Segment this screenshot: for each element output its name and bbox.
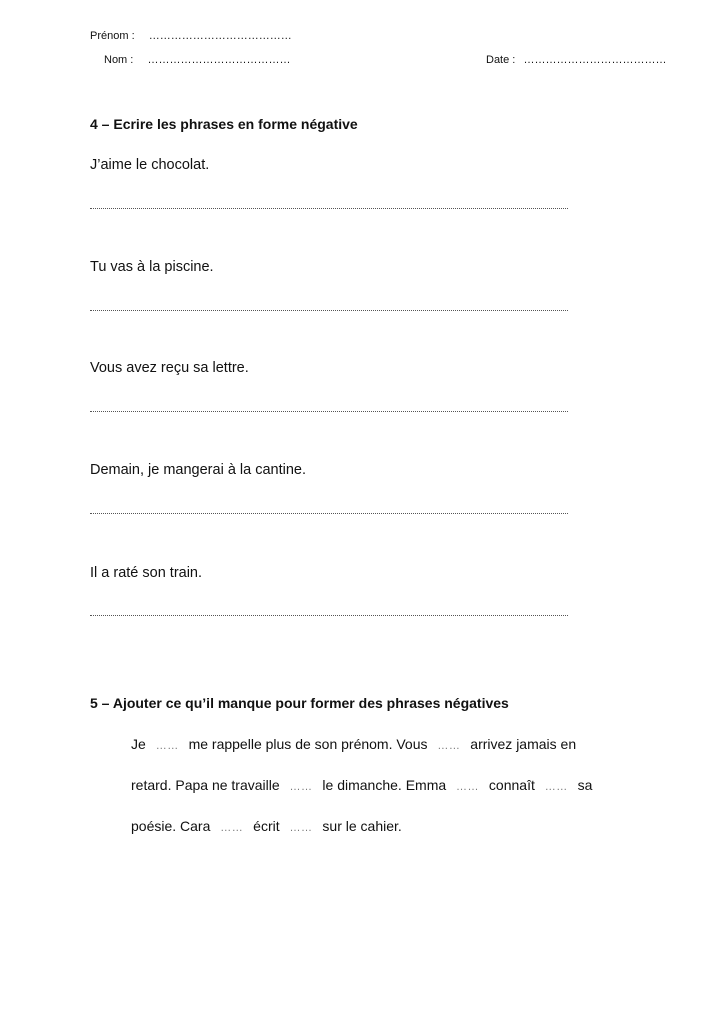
- exercise-5-title: 5 – Ajouter ce qu’il manque pour former des phrases négatives: [90, 695, 509, 711]
- answer-line[interactable]: [90, 615, 568, 616]
- nom-label: Nom :: [104, 54, 134, 66]
- answer-line[interactable]: [90, 411, 568, 412]
- prenom-blank[interactable]: …………………………………: [148, 30, 292, 42]
- date-label: Date :: [486, 54, 516, 66]
- nom-row: [104, 54, 290, 66]
- answer-line[interactable]: [90, 208, 568, 209]
- exercise-5-line-1: [131, 737, 576, 753]
- text-segment: le dimanche. Emma: [322, 777, 447, 793]
- exercise-4-sentence: Tu vas à la piscine.: [90, 259, 214, 275]
- fill-blank[interactable]: ……: [456, 781, 480, 793]
- exercise-4-sentence: J’aime le chocolat.: [90, 157, 210, 173]
- fill-blank[interactable]: ……: [155, 740, 179, 752]
- nom-blank[interactable]: …………………………………: [147, 54, 291, 66]
- fill-blank[interactable]: ……: [289, 822, 313, 834]
- text-segment: connaît: [488, 777, 535, 793]
- text-segment: sur le cahier.: [322, 818, 402, 834]
- text-segment: poésie. Cara: [131, 818, 211, 834]
- fill-blank[interactable]: ……: [437, 740, 461, 752]
- prenom-row: [90, 30, 292, 42]
- exercise-4-sentence: Demain, je mangerai à la cantine.: [90, 462, 307, 478]
- date-row: [486, 54, 666, 66]
- fill-blank[interactable]: ……: [220, 822, 244, 834]
- answer-line[interactable]: [90, 310, 568, 311]
- exercise-4-title: 4 – Ecrire les phrases en forme négative: [90, 116, 358, 132]
- text-segment: sa: [577, 777, 593, 793]
- prenom-label: Prénom :: [90, 30, 135, 42]
- exercise-4-sentence: Vous avez reçu sa lettre.: [90, 360, 249, 376]
- fill-blank[interactable]: ……: [289, 781, 313, 793]
- text-segment: retard. Papa ne travaille: [131, 777, 280, 793]
- answer-line[interactable]: [90, 513, 568, 514]
- text-segment: Je: [131, 736, 146, 752]
- fill-blank[interactable]: ……: [544, 781, 568, 793]
- text-segment: me rappelle plus de son prénom. Vous: [188, 736, 428, 752]
- exercise-5-line-3: [131, 819, 402, 835]
- exercise-5-line-2: [131, 778, 592, 794]
- date-blank[interactable]: …………………………………: [523, 54, 667, 66]
- text-segment: écrit: [253, 818, 280, 834]
- text-segment: arrivez jamais en: [470, 736, 577, 752]
- exercise-4-sentence: Il a raté son train.: [90, 565, 203, 581]
